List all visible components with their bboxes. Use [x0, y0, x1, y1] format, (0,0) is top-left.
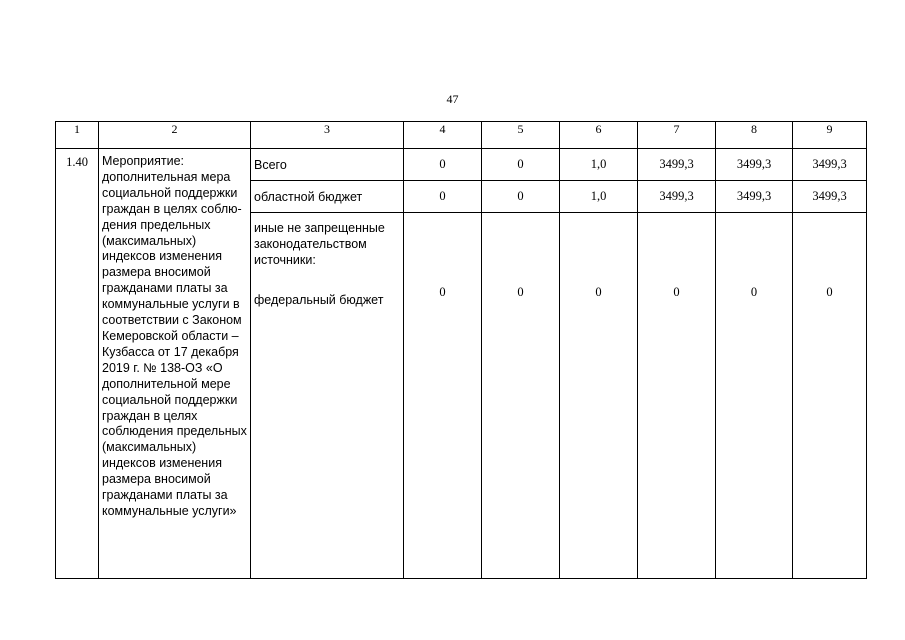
item-description: Мероприятие: дополнительная мера социальной поддержки граждан в целях соблю-дения предельных (максимальных) индексов изменения размера вносимой гражданами платы за коммунальные услуги в соответствии с Законом Кемеровской области – Кузбасса от 17 декабря 2019 г. № 138-ОЗ «О дополнительной мере социальной поддержки граждан в целях соблюдения предельных (максимальных) индексов изменения размера вносимой гражданами платы за коммунальные услуги» — [99, 149, 251, 579]
value-cell: 0 — [482, 149, 560, 181]
funding-source-label: Всего — [251, 149, 404, 181]
header-cell-4: 4 — [404, 122, 482, 149]
header-cell-8: 8 — [716, 122, 793, 149]
header-cell-5: 5 — [482, 122, 560, 149]
value-cell: 0 — [793, 213, 867, 579]
header-cell-2: 2 — [99, 122, 251, 149]
value-cell: 3499,3 — [793, 181, 867, 213]
value-cell: 0 — [560, 213, 638, 579]
value-cell: 1,0 — [560, 149, 638, 181]
page-number: 47 — [446, 92, 459, 106]
value-cell: 0 — [716, 213, 793, 579]
item-number: 1.40 — [56, 149, 99, 579]
header-cell-1: 1 — [56, 122, 99, 149]
funding-subsource-label: федеральный бюджет — [254, 293, 384, 307]
value-cell: 3499,3 — [638, 149, 716, 181]
value-cell: 3499,3 — [716, 181, 793, 213]
value-cell: 0 — [404, 149, 482, 181]
value-cell: 0 — [482, 181, 560, 213]
value-cell: 3499,3 — [793, 149, 867, 181]
funding-source-label: иные не запрещенные законодательством источники: — [254, 221, 385, 267]
header-row — [56, 122, 867, 149]
header-cell-9: 9 — [793, 122, 867, 149]
header-cell-7: 7 — [638, 122, 716, 149]
header-cell-3: 3 — [251, 122, 404, 149]
funding-source-label: областной бюджет — [251, 181, 404, 213]
value-cell: 0 — [482, 213, 560, 579]
header-cell-6: 6 — [560, 122, 638, 149]
value-cell: 0 — [638, 213, 716, 579]
budget-table — [55, 121, 867, 579]
value-cell: 3499,3 — [716, 149, 793, 181]
value-cell: 1,0 — [560, 181, 638, 213]
value-cell: 3499,3 — [638, 181, 716, 213]
table-row — [56, 149, 867, 181]
funding-source-group — [251, 213, 404, 579]
value-cell: 0 — [404, 181, 482, 213]
value-cell: 0 — [404, 213, 482, 579]
